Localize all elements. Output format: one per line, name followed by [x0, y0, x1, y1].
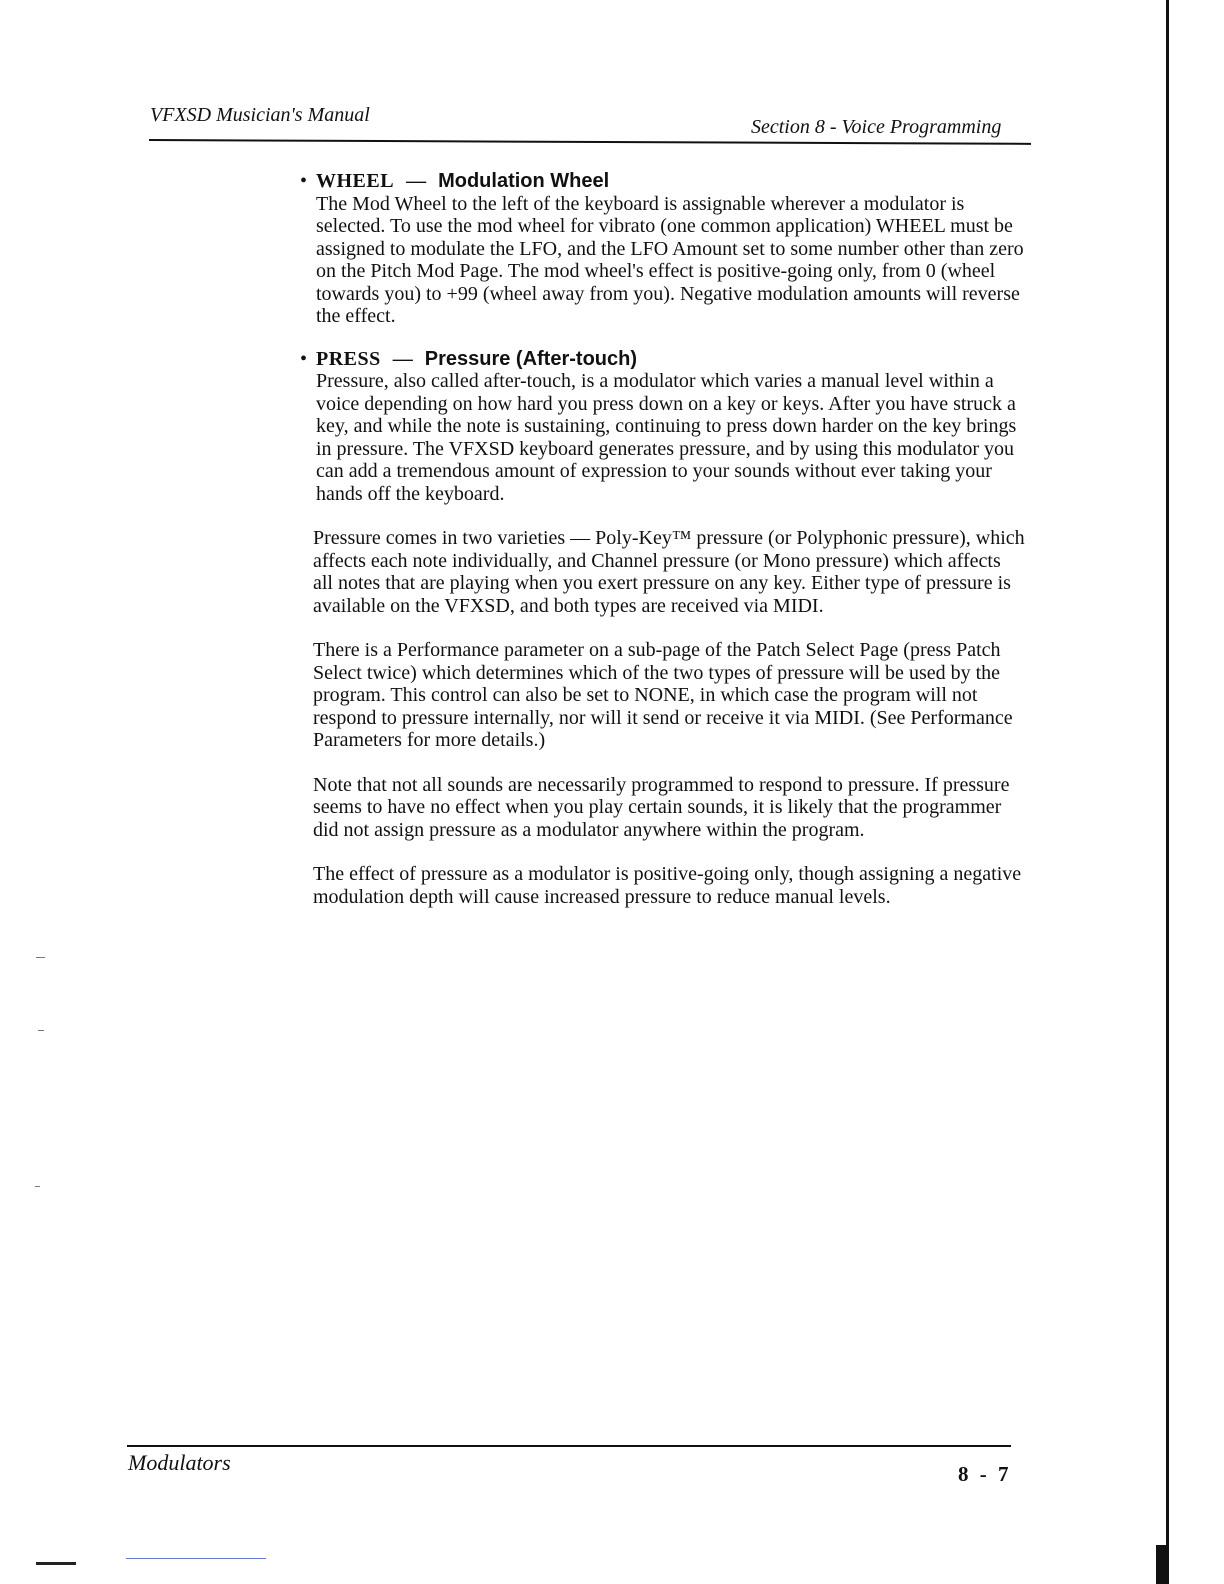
page-number: 8 - 7 — [958, 1462, 1012, 1486]
scan-edge — [1166, 0, 1169, 1584]
scan-mark — [35, 1186, 40, 1187]
scan-mark — [36, 957, 45, 958]
section-title: Section 8 - Voice Programming — [751, 116, 1002, 138]
em-dash: — — [406, 170, 427, 192]
footer-rule — [127, 1445, 1011, 1447]
scan-mark — [126, 1558, 266, 1559]
page-content — [300, 170, 1025, 908]
entry-body: The Mod Wheel to the left of the keyboard is assignable wherever a modulator is selected. To use the mod wheel for vibrato (one common application) WHEEL must be assigned to modulate the LFO, and the LFO Amount set to some number other than zero on the Pitch Mod Page. The mod wheel's effect is positive-going only, from 0 (wheel towards you) to +99 (wheel away from you). Negative modulation amounts will reverse the effect. — [316, 192, 1024, 327]
bullet-icon: • — [300, 347, 308, 370]
entry-description: Pressure (After-touch) — [424, 347, 638, 370]
bullet-icon: • — [300, 170, 308, 192]
entry-description: Modulation Wheel — [438, 170, 610, 192]
entry-wheel — [300, 170, 1025, 328]
scan-edge-notch — [1156, 1545, 1168, 1584]
paragraph: Pressure comes in two varieties — Poly-Key™ pressure (or Polyphonic pressure), which affects each note individually, and Channel pressure (or Mono pressure) which affects all notes that are playing when you exert pressure on any key. Either type of pressure is available on the VFXSD, and both types are received via MIDI. — [313, 527, 1025, 617]
em-dash: — — [392, 347, 413, 370]
manual-title: VFXSD Musician's Manual — [150, 104, 370, 126]
entry-term: PRESS — [316, 347, 381, 370]
header-rule — [149, 139, 1031, 145]
scan-mark — [36, 1562, 76, 1565]
paragraph: There is a Performance parameter on a sub-page of the Patch Select Page (press Patch Select twice) which determines which of the two types of pressure will be used by the program. This control can also be set to NONE, in which case the program will not respond to pressure internally, nor will it send or receive it via MIDI. (See Performance Parameters for more details.) — [313, 639, 1013, 751]
entry-press — [300, 348, 1025, 506]
entry-term: WHEEL — [316, 170, 395, 192]
paragraph: Note that not all sounds are necessarily programmed to respond to pressure. If pressure seems to have no effect when you play certain sounds, it is likely that the programmer did not assign pressure as a modulator anywhere within the program. — [313, 773, 1010, 841]
paragraph: The effect of pressure as a modulator is positive-going only, though assigning a negative modulation depth will cause increased pressure to reduce manual levels. — [313, 863, 1022, 908]
scan-mark — [38, 1030, 44, 1031]
entry-body: Pressure, also called after-touch, is a modulator which varies a manual level within a voice depending on how hard you press down on a key or keys. After you have struck a key, and while the note is sustaining, continuing to press down harder on the key brings in pressure. The VFXSD keyboard generates pressure, and by using this modulator you can add a tremendous amount of expression to your sounds without ever taking your hands off the keyboard. — [316, 370, 1017, 505]
footer-chapter: Modulators — [128, 1450, 231, 1475]
